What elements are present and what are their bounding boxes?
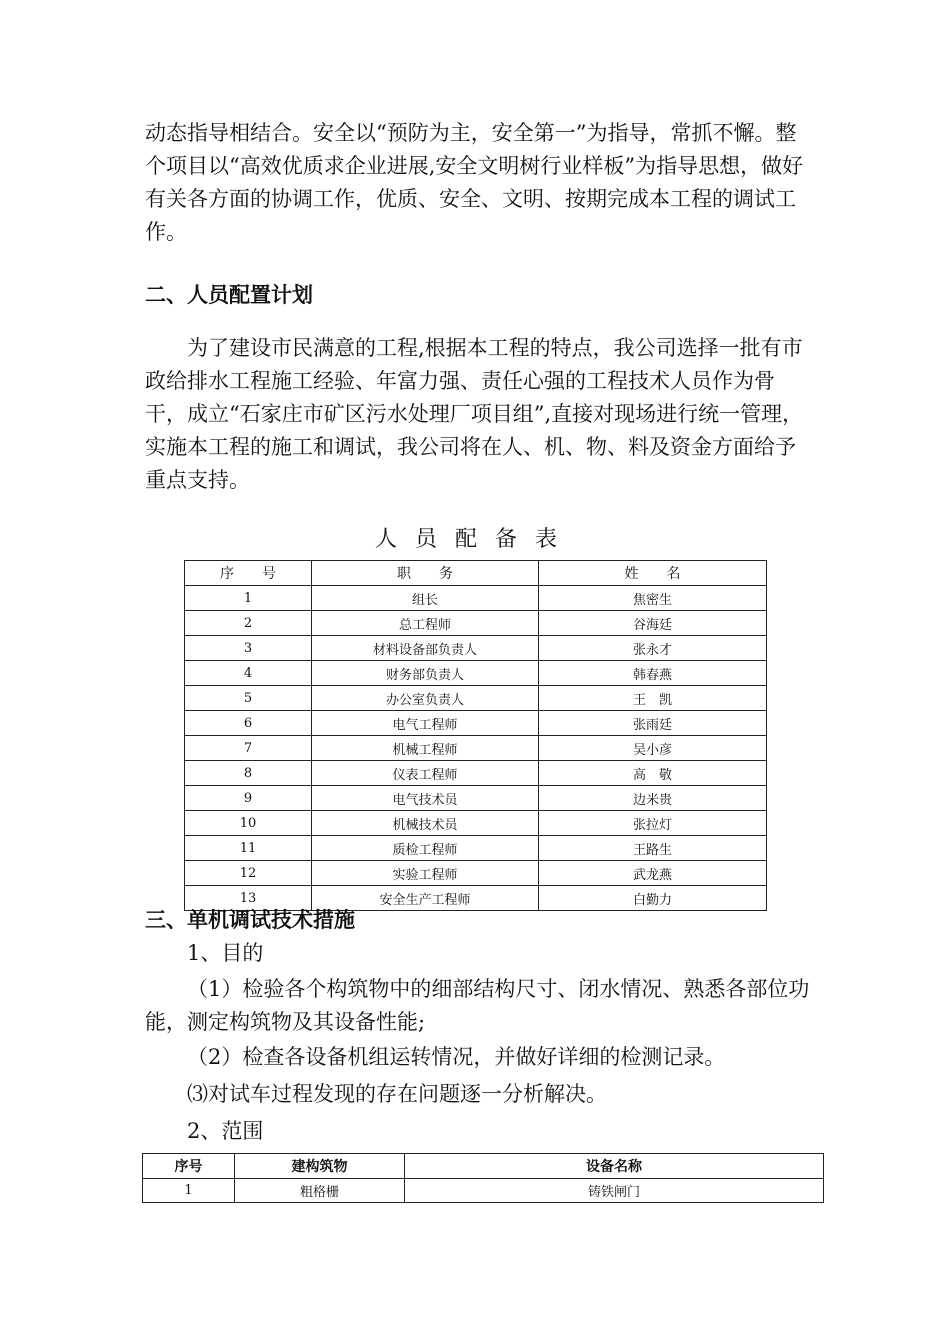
cell-name: 张拉灯 [539,811,767,836]
column-header-number: 序号 [143,1154,235,1179]
cell-position: 财务部负责人 [312,661,539,686]
cell-position: 办公室负责人 [312,686,539,711]
cell-name: 高 敬 [539,761,767,786]
table-row [185,711,767,736]
subheading-purpose: 1、目的 [187,941,264,965]
column-header-number: 序 号 [185,561,312,586]
subheading-scope: 2、范围 [187,1119,264,1143]
cell-position: 安全生产工程师 [312,886,539,911]
column-header-name: 姓 名 [539,561,767,586]
cell-position: 质检工程师 [312,836,539,861]
cell-number: 3 [185,636,312,661]
cell-number: 12 [185,861,312,886]
column-header-structure: 建构筑物 [235,1154,405,1179]
cell-number: 4 [185,661,312,686]
cell-number: 1 [143,1179,235,1203]
cell-structure: 粗格栅 [235,1179,405,1203]
cell-name: 王路生 [539,836,767,861]
table-row [185,611,767,636]
staff-table-header-row [185,561,767,586]
cell-number: 11 [185,836,312,861]
cell-name: 白勤力 [539,886,767,911]
cell-name: 张永才 [539,636,767,661]
cell-number: 5 [185,686,312,711]
cell-position: 机械技术员 [312,811,539,836]
cell-name: 边米贵 [539,786,767,811]
cell-number: 6 [185,711,312,736]
purpose-item-1: （1）检验各个构筑物中的细部结构尺寸、闭水情况、熟悉各部位功能，测定构筑物及其设备性能; [145,977,810,1034]
purpose-item-3: ⑶对试车过程发现的存在问题逐一分析解决。 [187,1082,607,1106]
purpose-item-2: （2）检查各设备机组运转情况，并做好详细的检测记录。 [187,1045,726,1069]
cell-position: 总工程师 [312,611,539,636]
table-row [185,811,767,836]
table-row [185,761,767,786]
column-header-equipment: 设备名称 [405,1154,824,1179]
cell-number: 7 [185,736,312,761]
cell-name: 王 凯 [539,686,767,711]
cell-position: 实验工程师 [312,861,539,886]
table-row [185,786,767,811]
cell-name: 武龙燕 [539,861,767,886]
section-heading-commissioning: 三、单机调试技术措施 [145,908,355,932]
table-row [185,736,767,761]
table-row [185,836,767,861]
cell-name: 吴小彦 [539,736,767,761]
cell-name: 焦密生 [539,586,767,611]
cell-name: 韩春燕 [539,661,767,686]
scope-table-header-row [143,1154,824,1179]
cell-number: 9 [185,786,312,811]
table-row [185,686,767,711]
staff-table [184,560,767,911]
scope-table [142,1153,824,1203]
cell-number: 2 [185,611,312,636]
staff-table-caption: 人员配备表 [374,527,575,552]
staffing-paragraph: 为了建设市民满意的工程,根据本工程的特点，我公司选择一批有市政给排水工程施工经验、年富力强、责任心强的工程技术人员作为骨干，成立“石家庄市矿区污水处理厂项目组”,直接对现场进行统一管理，实施本工程的施工和调试，我公司将在人、机、物、料及资金方面给予重点支持。 [145,336,804,492]
cell-position: 材料设备部负责人 [312,636,539,661]
cell-position: 机械工程师 [312,736,539,761]
intro-paragraph: 动态指导相结合。安全以“预防为主，安全第一”为指导，常抓不懈。整个项目以“高效优质求企业进展,安全文明树行业样板”为指导思想，做好有关各方面的协调工作，优质、安全、文明、按期完成本工程的调试工作。 [145,121,804,244]
cell-number: 10 [185,811,312,836]
cell-position: 组长 [312,586,539,611]
cell-number: 1 [185,586,312,611]
cell-position: 电气技术员 [312,786,539,811]
cell-name: 谷海廷 [539,611,767,636]
cell-name: 张雨廷 [539,711,767,736]
section-heading-staffing: 二、人员配置计划 [145,283,313,307]
table-row [185,586,767,611]
cell-position: 电气工程师 [312,711,539,736]
table-row [185,861,767,886]
table-row [185,661,767,686]
table-row [143,1179,824,1203]
cell-position: 仪表工程师 [312,761,539,786]
cell-number: 13 [185,886,312,911]
table-row [185,636,767,661]
cell-equipment: 铸铁闸门 [405,1179,824,1203]
column-header-position: 职 务 [312,561,539,586]
cell-number: 8 [185,761,312,786]
